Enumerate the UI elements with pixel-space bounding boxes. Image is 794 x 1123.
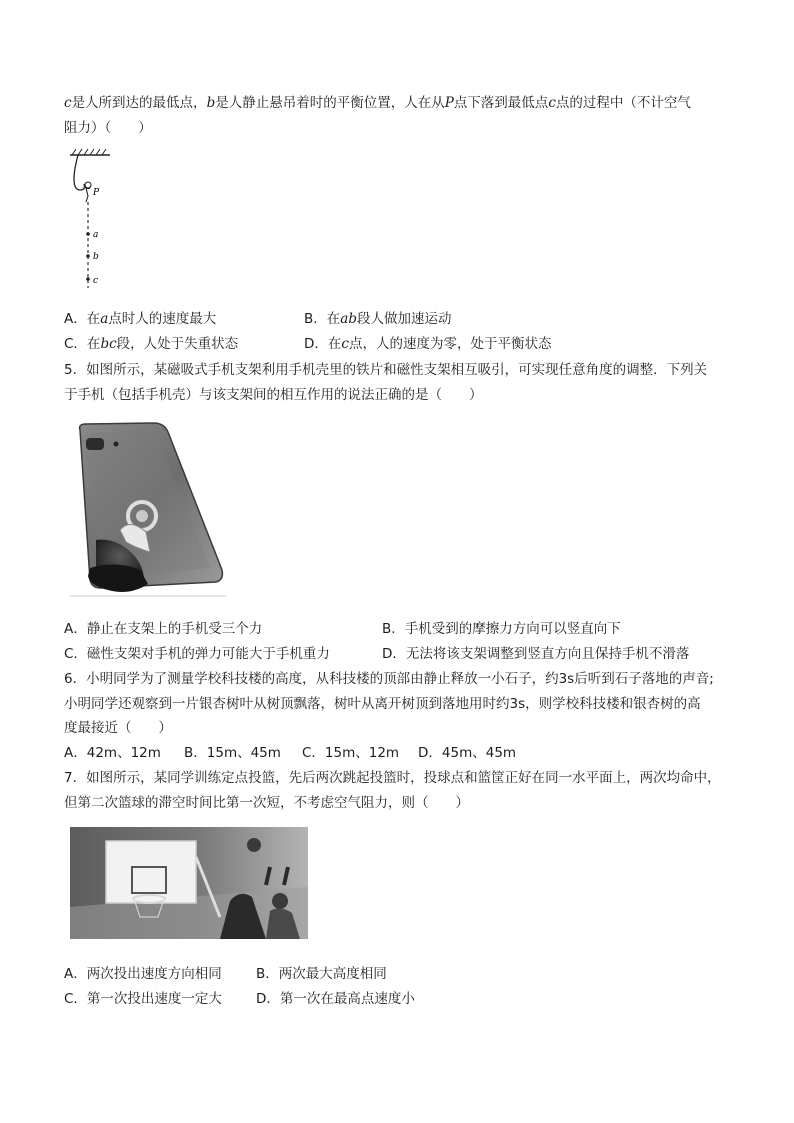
- q4-option-b[interactable]: B．在ab段人做加速运动: [304, 311, 452, 327]
- player-head: [272, 893, 288, 909]
- label-c: c: [93, 276, 99, 286]
- q7-option-a[interactable]: A．两次投出速度方向相同: [64, 966, 222, 982]
- ceiling-hatch: [72, 149, 106, 155]
- q7-stem-line-1: 7．如图所示，某同学训练定点投篮，先后两次跳起投篮时，投球点和篮筐正好在同一水平面上，两次均命中，: [64, 770, 721, 786]
- q5-option-d[interactable]: D．无法将该支架调整到竖直方向且保持手机不滑落: [382, 646, 690, 662]
- basketball-photo: [70, 827, 308, 939]
- q6-option-b[interactable]: B．15m、45m: [184, 745, 281, 761]
- var-c: c: [64, 95, 72, 111]
- label-b: b: [93, 252, 99, 262]
- elastic-rope: [74, 155, 85, 190]
- q5-option-c[interactable]: C．磁性支架对手机的弹力可能大于手机重力: [64, 646, 330, 662]
- q6-stem-line-2: 小明同学还观察到一片银杏树叶从树顶飘落，树叶从离开树顶到落地用时约3s，则学校科技楼和银杏树的高: [64, 696, 701, 712]
- q6-option-d[interactable]: D．45m、45m: [418, 745, 517, 761]
- person-body: [86, 188, 88, 202]
- q4-option-c[interactable]: C．在bc段，人处于失重状态: [64, 336, 239, 352]
- point-b: [86, 254, 90, 258]
- point-c: [86, 277, 90, 281]
- q6-option-c[interactable]: C．15m、12m: [302, 745, 400, 761]
- camera-icon: [86, 438, 104, 450]
- label-p: P: [93, 188, 100, 198]
- var-p: P: [444, 95, 454, 111]
- person-head: [85, 182, 91, 188]
- q7-stem-line-2: 但第二次篮球的滞空时间比第一次短，不考虑空气阻力，则（ ）: [64, 795, 469, 811]
- var-b: b: [206, 95, 216, 111]
- q7-option-d[interactable]: D．第一次在最高点速度小: [256, 991, 415, 1007]
- q6-stem-line-3: 度最接近（ ）: [64, 720, 172, 736]
- var-c: c: [548, 95, 556, 111]
- q4-option-a[interactable]: A．在a点时人的速度最大: [64, 311, 217, 327]
- q4-stem-line-2: 阻力）（ ）: [64, 120, 152, 136]
- q7-option-b[interactable]: B．两次最大高度相同: [256, 966, 387, 982]
- label-a: a: [93, 230, 99, 240]
- q6-stem-line-1: 6．小明同学为了测量学校科技楼的高度，从科技楼的顶部由静止释放一小石子，约3s后听到石子落地的声音;: [64, 671, 714, 687]
- q5-option-a[interactable]: A．静止在支架上的手机受三个力: [64, 621, 263, 637]
- bungee-figure: [64, 146, 124, 292]
- q5-stem-line-1: 5．如图所示，某磁吸式手机支架利用手机壳里的铁片和磁性支架相互吸引，可实现任意角度的调整．下列关: [64, 362, 708, 378]
- q7-option-c[interactable]: C．第一次投出速度一定大: [64, 991, 222, 1007]
- basketball: [247, 838, 261, 852]
- q5-stem-line-2: 于手机（包括手机壳）与该支架间的相互作用的说法正确的是（ ）: [64, 387, 483, 403]
- q5-option-b[interactable]: B．手机受到的摩擦力方向可以竖直向下: [382, 621, 621, 637]
- point-a: [86, 232, 90, 236]
- phone-holder-photo: [70, 420, 226, 608]
- q6-option-a[interactable]: A．42m、12m: [64, 745, 161, 761]
- q4-option-d[interactable]: D．在c点，人的速度为零，处于平衡状态: [304, 336, 552, 352]
- q4-stem-line-1: c是人所到达的最低点，b是人静止悬吊着时的平衡位置，人在从P点下落到最低点c点的过程中（不计空气: [64, 95, 691, 111]
